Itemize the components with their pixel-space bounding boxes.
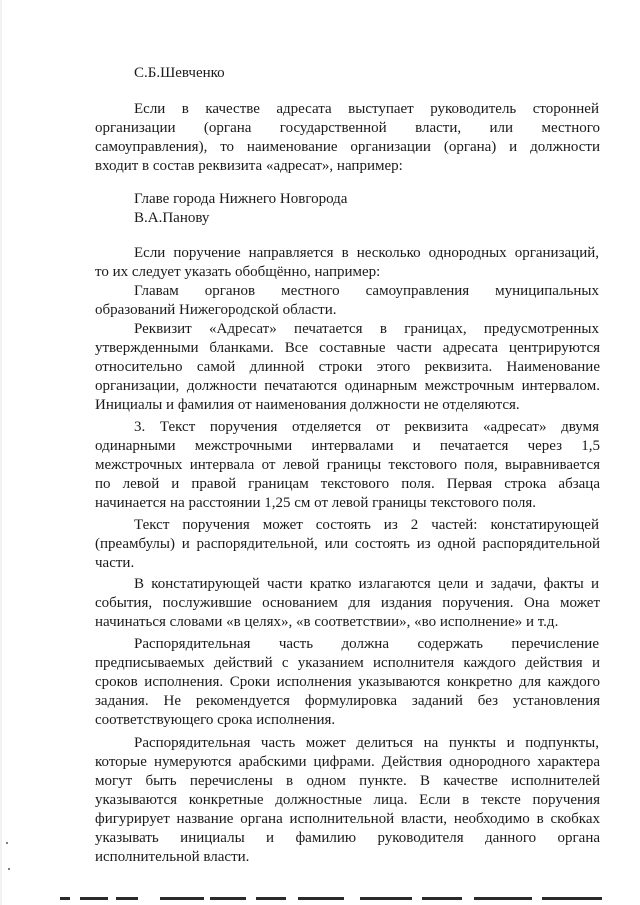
text-line: одинарными межстрочными интервалами и печатается через 1,5 <box>95 438 600 454</box>
text-line: предписываемых действий с указанием исполнителя каждого действия и <box>95 655 600 671</box>
text-line: (преамбулы) и распорядительной, или состоять из одной распорядительной <box>95 536 600 552</box>
text-line: по левой и правой границам текстового поля. Первая строка абзаца <box>95 476 600 492</box>
text-line: Если в качестве адресата выступает руководитель сторонней <box>134 101 599 117</box>
addressee-example-line: Главе города Нижнего Новгорода <box>134 191 348 207</box>
text-line: могут быть перечислены в одном пункте. В качестве исполнителей <box>95 773 600 789</box>
cut-off-next-line <box>60 893 620 905</box>
text-line: которые нумеруются арабскими цифрами. Действия однородного характера <box>95 754 600 770</box>
text-line: Инициалы и фамилия от наименования должности не отделяются. <box>95 397 520 413</box>
text-line: самоуправления), то наименование организации (органа) и должности <box>95 139 600 155</box>
text-line: части. <box>95 555 135 571</box>
signature-name: С.Б.Шевченко <box>134 65 225 81</box>
text-line: образований Нижегородской области. <box>95 302 337 318</box>
text-line: Реквизит «Адресат» печатается в границах, предусмотренных <box>134 321 599 337</box>
text-line: межстрочных интервала от левой границы текстового поля, выравнивается <box>95 457 600 473</box>
text-line: 3. Текст поручения отделяется от реквизита «адресат» двумя <box>134 419 599 435</box>
text-line: организации (органа государственной власти, или местного <box>95 120 600 136</box>
text-line: события, послужившие основанием для издания поручения. Она может <box>95 595 600 611</box>
text-line: то их следует указать обобщённо, например: <box>95 264 381 280</box>
scan-edge-shadow <box>0 0 2 905</box>
text-line: организации, должности печатаются одинарным межстрочным интервалом. <box>95 378 600 394</box>
text-line: указывать инициалы и фамилию руководителя данного органа <box>95 830 600 846</box>
text-line: утвержденными бланками. Все составные части адресата центрируются <box>95 340 600 356</box>
text-line: Текст поручения может состоять из 2 частей: констатирующей <box>134 517 599 533</box>
text-line: Главам органов местного самоуправления муниципальных <box>134 283 599 299</box>
text-line: начинаться словами «в целях», «в соответствии», «во исполнение» и т.д. <box>95 614 559 630</box>
addressee-example-line: В.А.Панову <box>134 210 210 226</box>
text-line: задания. Не рекомендуется формулировка заданий без установления <box>95 693 600 709</box>
scan-speck <box>8 868 10 870</box>
text-line: указываются конкретные должностные лица. Если в тексте поручения <box>95 792 600 808</box>
text-line: соответствующего срока исполнения. <box>95 712 336 728</box>
text-line: В констатирующей части кратко излагаются цели и задачи, факты и <box>134 576 599 592</box>
text-line: сроков исполнения. Сроки исполнения указываются конкретно для каждого <box>95 674 600 690</box>
text-line: входит в состав реквизита «адресат», например: <box>95 158 403 174</box>
text-line: начинается на расстоянии 1,25 см от левой границы текстового поля. <box>95 495 536 511</box>
text-line: относительно самой длинной строки этого реквизита. Наименование <box>95 359 600 375</box>
scan-speck <box>6 842 8 844</box>
text-line: Если поручение направляется в несколько однородных организаций, <box>134 245 599 261</box>
text-line: фигурирует название органа исполнительной власти, необходимо в скобках <box>95 811 600 827</box>
text-line: Распорядительная часть может делиться на пункты и подпункты, <box>134 735 599 751</box>
text-line: Распорядительная часть должна содержать перечисление <box>134 636 599 652</box>
text-line: исполнительной власти. <box>95 849 250 865</box>
